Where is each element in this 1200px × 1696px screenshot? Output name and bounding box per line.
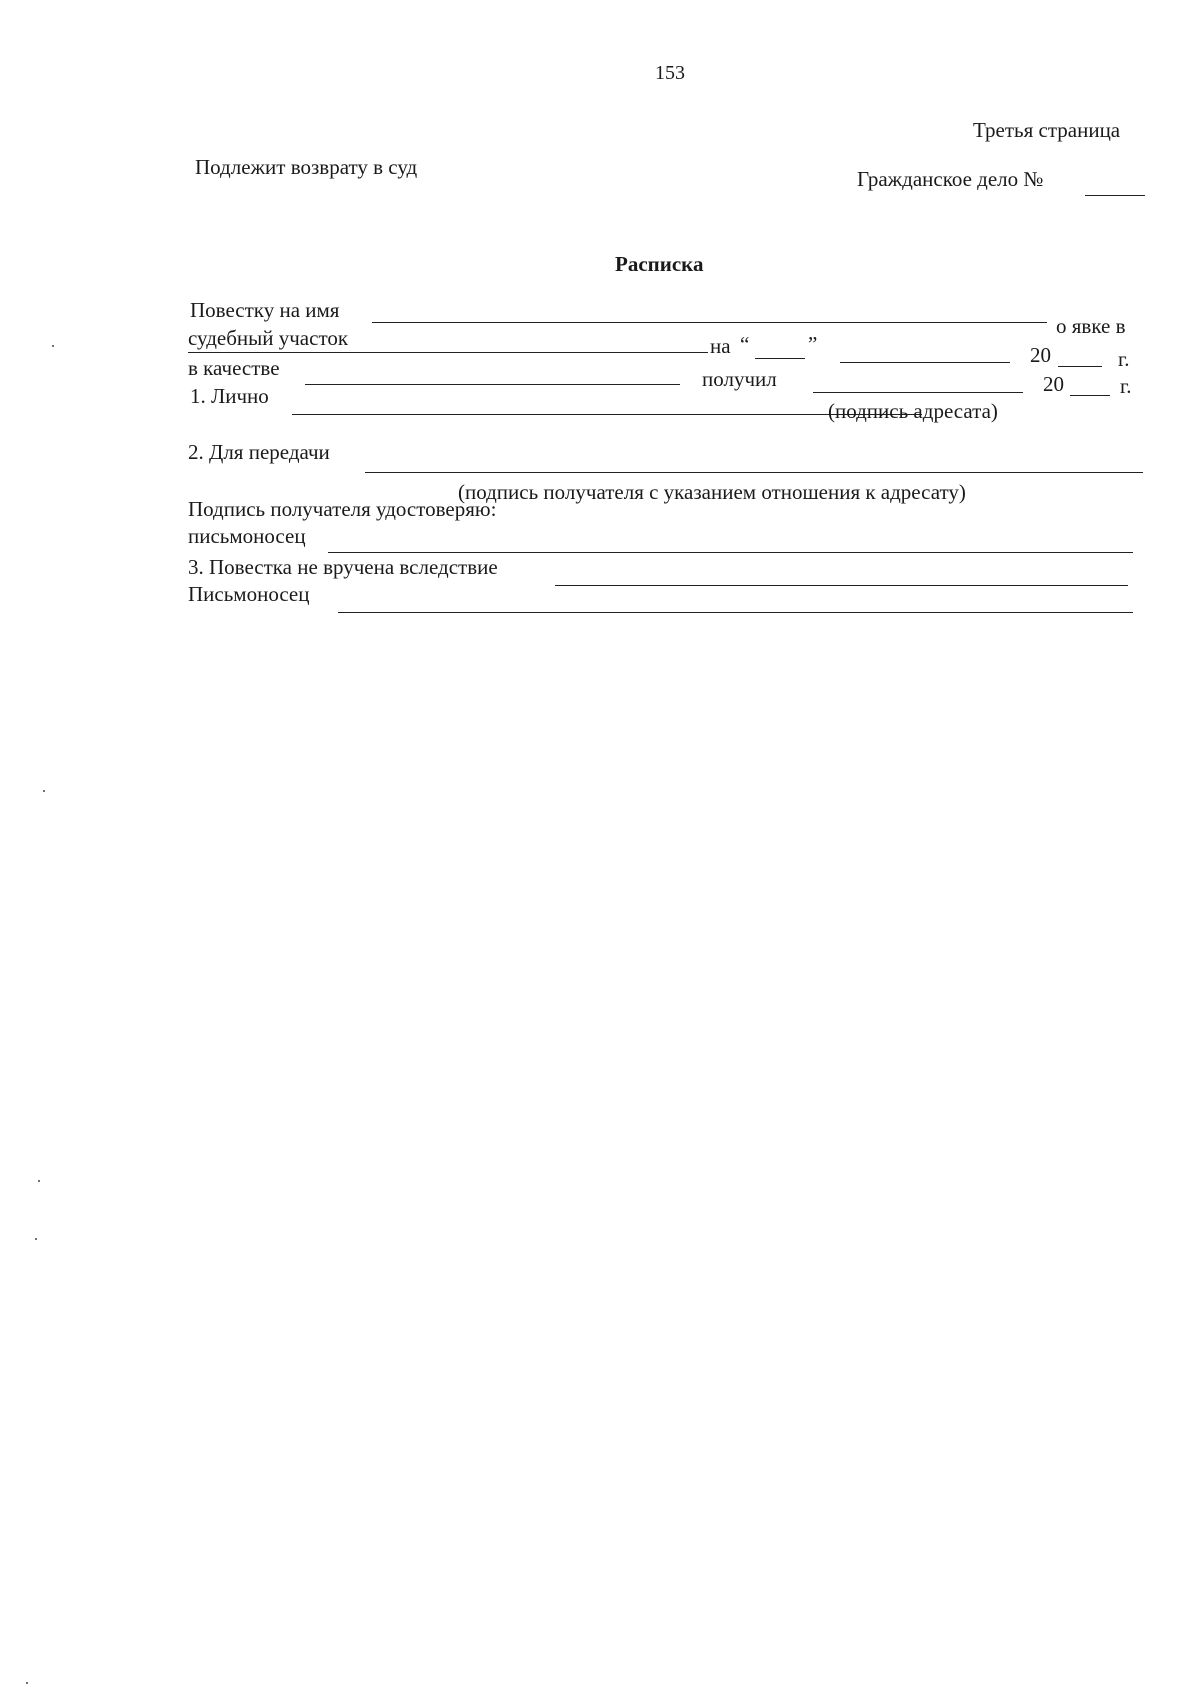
received-year-suffix: г.: [1120, 374, 1132, 398]
not-delivered-label: 3. Повестка не вручена вследствие: [188, 555, 498, 579]
addressee-signature-caption: (подпись адресата): [828, 399, 998, 423]
scan-speck: [26, 1682, 28, 1684]
appearance-year-prefix: 20: [1030, 343, 1051, 367]
received-year-prefix: 20: [1043, 372, 1064, 396]
received-year-field[interactable]: [1070, 395, 1110, 396]
court-section-label: судебный участок: [188, 326, 349, 350]
capacity-field[interactable]: [305, 384, 680, 385]
case-number-field[interactable]: [1085, 195, 1145, 196]
document-title: Расписка: [615, 252, 704, 276]
postman-label: Письмоносец: [188, 582, 310, 606]
court-section-field[interactable]: [188, 352, 708, 353]
appearance-day-field[interactable]: [755, 358, 805, 359]
appearance-month-field[interactable]: [840, 362, 1010, 363]
page-number: 153: [655, 62, 685, 84]
appearance-year-suffix: г.: [1118, 347, 1130, 371]
scan-speck: [38, 1180, 40, 1182]
return-to-court-label: Подлежит возврату в суд: [195, 155, 418, 179]
summons-name-label: Повестку на имя: [190, 298, 340, 322]
not-delivered-reason-field[interactable]: [555, 585, 1128, 586]
certify-label: Подпись получателя удостоверяю:: [188, 497, 497, 521]
capacity-label: в качестве: [188, 356, 280, 380]
scan-speck: [52, 345, 54, 347]
appearance-year-field[interactable]: [1058, 366, 1102, 367]
scan-speck: [43, 790, 45, 792]
scan-speck: [35, 1238, 37, 1240]
received-label: получил: [702, 367, 777, 391]
case-number-label: Гражданское дело №: [857, 167, 1044, 191]
recipient-signature-caption: (подпись получателя с указанием отношения к адресату): [458, 480, 966, 504]
summons-name-field[interactable]: [372, 322, 1047, 323]
for-transfer-field[interactable]: [365, 472, 1143, 473]
received-date-field[interactable]: [813, 392, 1023, 393]
on-label: на: [710, 334, 731, 358]
day-quote-close: ”: [808, 332, 818, 356]
postman-signature-field[interactable]: [338, 612, 1133, 613]
personally-label: 1. Лично: [190, 384, 269, 408]
appearance-label: о явке в: [1056, 314, 1126, 338]
day-quote-open: “: [740, 332, 750, 356]
for-transfer-label: 2. Для передачи: [188, 440, 330, 464]
third-page-label: Третья страница: [973, 118, 1121, 142]
postman-lower-field[interactable]: [328, 552, 1133, 553]
postman-lower-label: письмоносец: [188, 524, 306, 548]
